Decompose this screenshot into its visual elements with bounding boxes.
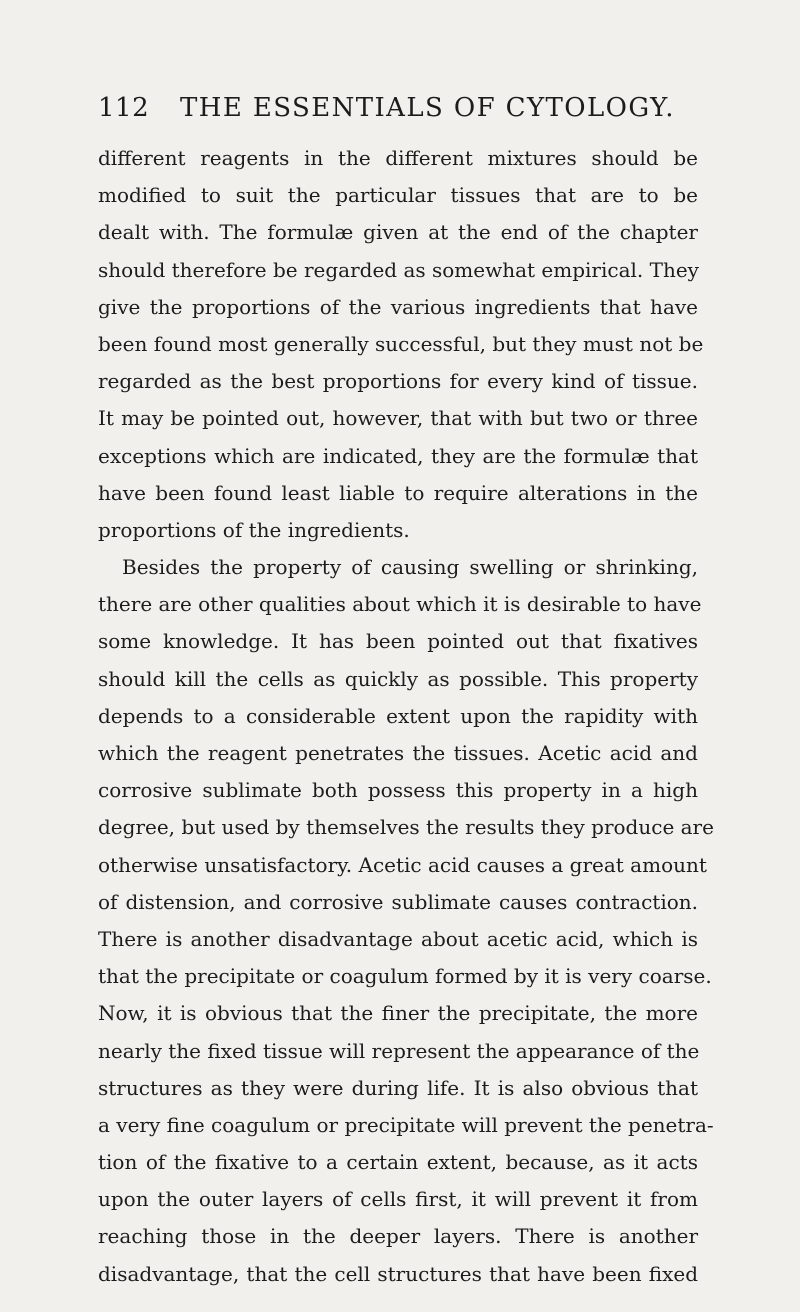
paragraph-2 xyxy=(98,549,714,1293)
page-header xyxy=(98,88,698,128)
text-line: reaching those in the deeper layers. There is another xyxy=(98,1224,698,1249)
text-line: degree, but used by themselves the results they produce are xyxy=(98,815,714,840)
text-line: tion of the fixative to a certain extent, because, as it acts xyxy=(98,1150,698,1175)
text-line: different reagents in the different mixtures should be xyxy=(98,146,698,170)
running-head: THE ESSENTIALS OF CYTOLOGY. xyxy=(180,93,675,123)
text-line: dealt with. The formulæ given at the end of the chapter xyxy=(98,220,698,245)
page-number: 112 xyxy=(98,93,150,123)
text-line: There is another disadvantage about acetic acid, which is xyxy=(98,926,698,951)
text-line: some knowledge. It has been pointed out that fixatives xyxy=(98,629,698,654)
text-line: have been found least liable to require alterations in the xyxy=(98,480,698,505)
text-line: should kill the cells as quickly as possible. This property xyxy=(98,666,698,691)
text-line: Now, it is obvious that the finer the precipitate, the more xyxy=(98,1001,698,1026)
text-line: there are other qualities about which it is desirable to have xyxy=(98,592,702,617)
text-line: of distension, and corrosive sublimate causes contraction. xyxy=(98,889,698,914)
text-line: nearly the fixed tissue will represent the appearance of the xyxy=(98,1038,700,1063)
text-line: depends to a considerable extent upon the rapidity with xyxy=(98,703,698,728)
text-line: give the proportions of the various ingredients that have xyxy=(98,294,698,319)
text-line: disadvantage, that the cell structures that have been fixed xyxy=(98,1261,698,1286)
text-line: structures as they were during life. It is also obvious that xyxy=(98,1075,698,1100)
text-line: been found most generally successful, but they must not be xyxy=(98,331,704,356)
text-line: a very fine coagulum or precipitate will prevent the penetra- xyxy=(98,1112,714,1137)
text-line: Besides the property of causing swelling or shrinking, xyxy=(122,555,698,580)
text-line: should therefore be regarded as somewhat empirical. They xyxy=(98,257,699,282)
text-line: modified to suit the particular tissues that are to be xyxy=(98,183,698,208)
text-line: upon the outer layers of cells first, it will prevent it from xyxy=(98,1187,698,1212)
body-text xyxy=(98,140,714,1293)
text-line: proportions of the ingredients. xyxy=(98,517,410,542)
paragraph-1 xyxy=(98,140,704,549)
text-line: otherwise unsatisfactory. Acetic acid causes a great amount xyxy=(98,852,707,877)
text-line: It may be pointed out, however, that with but two or three xyxy=(98,406,698,431)
text-line: regarded as the best proportions for every kind of tissue. xyxy=(98,369,698,394)
text-line: that the precipitate or coagulum formed by it is very coarse. xyxy=(98,964,712,989)
text-line: corrosive sublimate both possess this property in a high xyxy=(98,778,698,803)
text-line: exceptions which are indicated, they are the formulæ that xyxy=(98,443,698,468)
text-line: which the reagent penetrates the tissues. Acetic acid and xyxy=(98,741,698,765)
